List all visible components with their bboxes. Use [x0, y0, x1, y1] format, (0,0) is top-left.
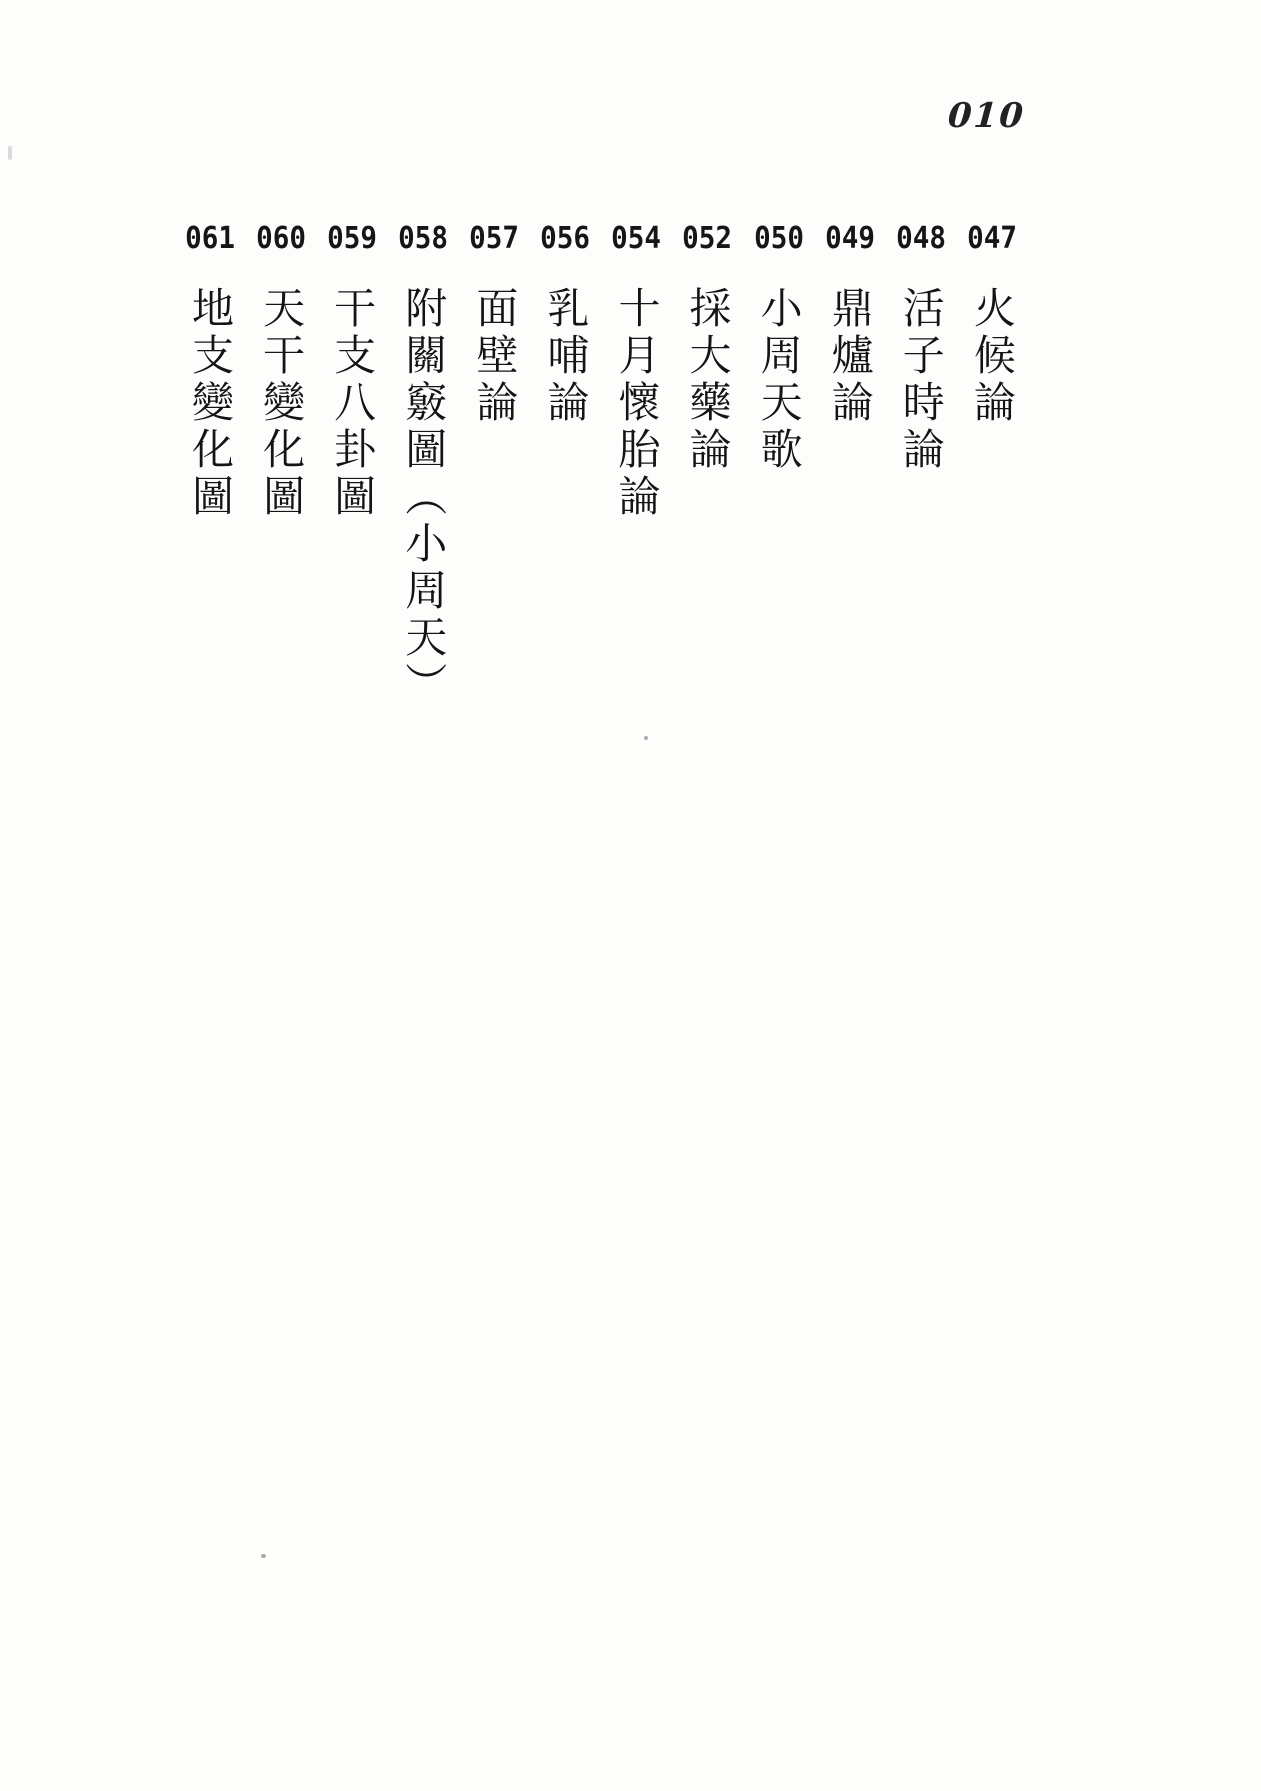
toc-entry [747, 221, 811, 474]
toc-entry [604, 221, 668, 521]
scan-speck [261, 1554, 266, 1558]
toc-entry-title: 活子時論 [896, 286, 946, 474]
toc-entry [320, 221, 384, 521]
toc-entry-title: 地支變化圖 [186, 286, 235, 521]
toc-entry-page-number: 052 [682, 221, 733, 256]
toc-entry [533, 221, 597, 427]
toc-entry-page-number: 058 [398, 221, 449, 256]
scan-speck [644, 736, 648, 740]
toc-entry [960, 221, 1024, 427]
toc-entry [889, 221, 953, 474]
toc-entry-page-number: 059 [327, 221, 378, 256]
toc-entry [818, 221, 882, 427]
toc-entry-title: 火候論 [967, 286, 1017, 427]
toc-entry-page-number: 056 [540, 221, 591, 256]
toc-column-list [178, 221, 1024, 709]
toc-entry-title: 採大藥論 [683, 286, 733, 474]
toc-entry-page-number: 060 [256, 221, 307, 256]
toc-entry-title: 面壁論 [470, 286, 520, 427]
page-number: 010 [946, 96, 1027, 136]
toc-entry [249, 221, 313, 521]
toc-entry-title: 鼎爐論 [825, 286, 875, 427]
toc-entry-page-number: 054 [611, 221, 662, 256]
toc-entry [462, 221, 526, 427]
toc-entry-page-number: 047 [966, 221, 1017, 256]
toc-entry-page-number: 061 [185, 221, 235, 256]
toc-entry-title: 乳哺論 [541, 286, 591, 427]
toc-entry [178, 221, 242, 521]
toc-entry [391, 221, 455, 709]
toc-entry-page-number: 048 [895, 221, 946, 256]
toc-entry-title: 天干變化圖 [257, 286, 307, 521]
toc-entry-title: 附關竅圖（小周天） [399, 286, 449, 709]
toc-entry-page-number: 049 [824, 221, 875, 256]
toc-entry-title: 小周天歌 [754, 286, 804, 474]
toc-entry-page-number: 050 [753, 221, 804, 256]
toc-entry-page-number: 057 [469, 221, 520, 256]
toc-entry [676, 221, 740, 474]
toc-entry-title: 十月懷胎論 [612, 286, 662, 521]
scan-edge-smudge [8, 146, 12, 160]
toc-entry-title: 干支八卦圖 [328, 286, 378, 521]
